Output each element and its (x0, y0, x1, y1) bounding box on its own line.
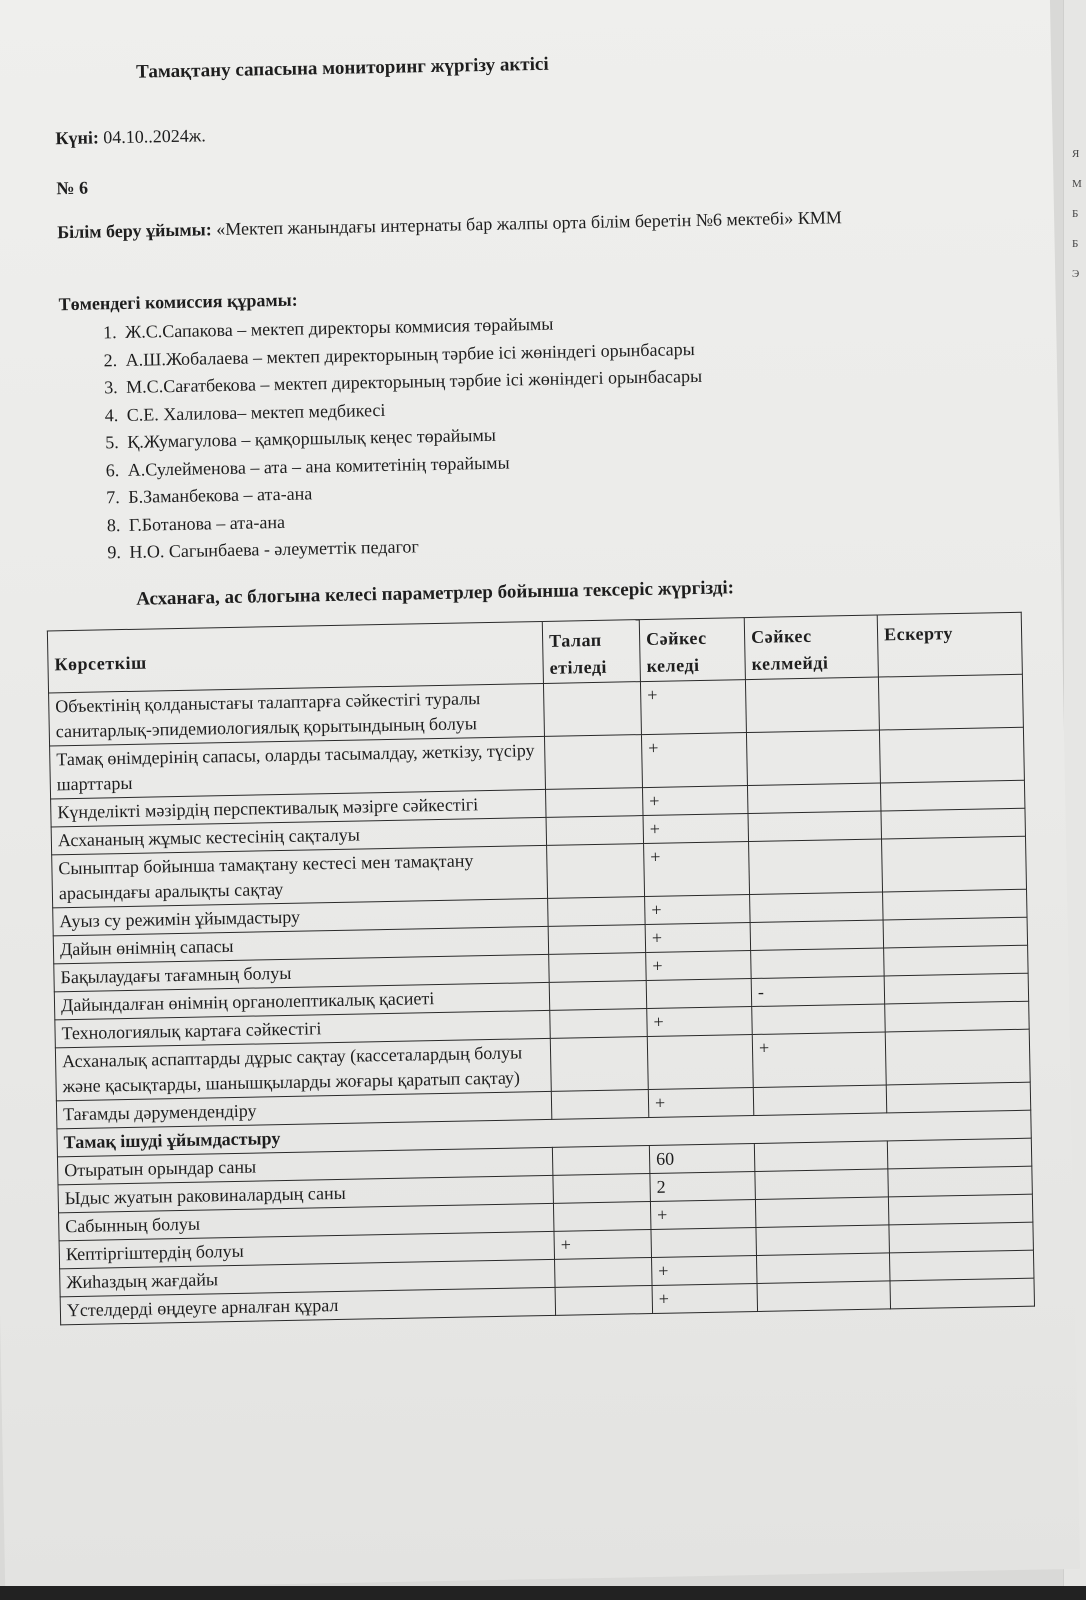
cell-required (548, 925, 646, 955)
cell-required (555, 1285, 653, 1315)
cell-non-compliant (747, 783, 881, 814)
cell-note (880, 780, 1025, 811)
cell-indicator: Дайындалған өнімнің органолептикалық қасиеті (54, 982, 549, 1019)
cell-note (888, 1166, 1033, 1197)
cell-compliant: + (645, 895, 751, 925)
cell-non-compliant (755, 1197, 889, 1228)
cell-compliant: + (650, 1199, 756, 1229)
header-note: Ескерту (877, 612, 1022, 677)
document-number: № 6 (56, 177, 89, 199)
header-non-compliant: Сәйкес келмейді (744, 615, 878, 680)
cell-compliant: + (640, 680, 746, 735)
cell-indicator: Объектінің қолданыстағы талаптарға сәйкестігі туралы санитарлық-эпидемиологиялық қорытындының болуы (49, 683, 545, 745)
member-item: 1. Ж.С.Сапакова – мектеп директоры коммисия төрайымы (121, 308, 701, 347)
cell-non-compliant (756, 1225, 890, 1256)
cell-required (549, 981, 647, 1011)
cell-note (883, 889, 1028, 920)
cell-required: + (554, 1229, 652, 1259)
cell-non-compliant: + (752, 1032, 886, 1088)
date-value: 04.10..2024ж. (103, 125, 206, 148)
cell-non-compliant (754, 1141, 888, 1172)
cell-indicator: Тағамды дәрумендендіру (56, 1091, 551, 1128)
member-item: 5. Қ.Жумагулова – қамқоршылық кеңес төрайымы (123, 418, 703, 457)
cell-required (555, 1257, 653, 1287)
date-label: Күні: (55, 127, 100, 149)
cell-note (889, 1222, 1034, 1253)
organization-label: Білім беру ұйымы: (57, 219, 212, 243)
cell-note (890, 1278, 1035, 1309)
cell-indicator: Асхананың жұмыс кестесінің сақталуы (51, 817, 546, 854)
side-glyph: Б (1072, 208, 1079, 220)
organization-line (57, 199, 937, 249)
cell-compliant: 60 (649, 1143, 755, 1173)
cell-compliant: + (642, 786, 748, 816)
cell-note (887, 1138, 1032, 1169)
cell-note (883, 917, 1028, 948)
cell-required (546, 816, 644, 846)
cell-non-compliant (745, 677, 879, 733)
cell-non-compliant (749, 839, 883, 895)
side-glyph: Э (1072, 268, 1080, 280)
cell-note (884, 973, 1029, 1004)
cell-compliant: + (647, 1007, 753, 1037)
side-glyph: Я (1072, 148, 1080, 160)
cell-required (543, 682, 641, 737)
cell-indicator: Ауыз су режимін ұйымдастыру (53, 898, 548, 935)
cell-note (879, 727, 1024, 783)
commission-title: Төмендегі комиссия құрамы: (58, 289, 298, 315)
cell-indicator: Бақылаудағы тағамның болуы (54, 954, 549, 991)
cell-note (888, 1194, 1033, 1225)
cell-indicator: Сыныптар бойынша тамақтану кестесі мен тамақтану арасындағы аралықты сақтау (52, 845, 548, 907)
cell-indicator: Технологиялық картаға сәйкестігі (55, 1010, 550, 1047)
cell-non-compliant (746, 730, 880, 786)
cell-note (889, 1250, 1034, 1281)
member-item: 4. С.Е. Халилова– мектеп медбикесі (122, 390, 702, 429)
section-title: Тамақ ішуді ұйымдастыру (57, 1110, 1031, 1157)
cell-indicator: Тамақ өнімдерінің сапасы, оларды тасымалдау, жеткізу, түсіру шарттары (50, 736, 546, 798)
cell-indicator: Асханалық аспаптарды дұрыс сақтау (кассеталардың болуы және қасықтарды, шанышқыларды жоғары қаратып сақтау) (55, 1038, 551, 1100)
cell-non-compliant (753, 1085, 887, 1116)
cell-compliant (647, 1035, 753, 1090)
cell-non-compliant (750, 892, 884, 923)
cell-non-compliant: - (751, 976, 885, 1007)
cell-indicator: Дайын өнімнің сапасы (53, 926, 548, 963)
member-item: 8. Г.Ботанова – ата-ана (125, 500, 705, 539)
side-glyph: Б (1072, 238, 1079, 250)
photo-bottom-edge (0, 1586, 1086, 1600)
member-item: 7. Б.Заманбекова – ата-ана (124, 473, 704, 512)
cell-compliant: + (652, 1255, 758, 1285)
cell-required (547, 844, 645, 899)
cell-note (881, 808, 1026, 839)
cell-required (550, 1009, 648, 1039)
cell-note (886, 1082, 1031, 1113)
cell-non-compliant (748, 811, 882, 842)
cell-indicator: Отыратын орындар саны (57, 1147, 552, 1184)
cell-required (553, 1201, 651, 1231)
cell-compliant: + (645, 923, 751, 953)
header-indicator: Көрсеткіш (47, 621, 543, 692)
cell-compliant: + (643, 814, 749, 844)
document-title: Тамақтану сапасына мониторинг жүргізу актісі (135, 53, 549, 83)
cell-required (550, 1037, 648, 1092)
cell-required (549, 953, 647, 983)
cell-required (551, 1090, 649, 1120)
cell-non-compliant (751, 948, 885, 979)
cell-compliant: 2 (650, 1171, 756, 1201)
cell-note (878, 674, 1023, 730)
cell-non-compliant (750, 920, 884, 951)
cell-non-compliant (752, 1004, 886, 1035)
cell-indicator: Күнделікті мәзірдің перспективалық мәзірге сәйкестігі (51, 789, 546, 826)
cell-non-compliant (755, 1169, 889, 1200)
inspection-table (47, 612, 1035, 1326)
cell-compliant (651, 1227, 757, 1257)
cell-compliant (646, 979, 752, 1009)
cell-non-compliant (756, 1253, 890, 1284)
cell-compliant: + (652, 1283, 758, 1313)
header-required: Талап етіледі (542, 620, 640, 684)
cell-required (545, 788, 643, 818)
cell-note (882, 836, 1027, 892)
header-compliant: Сәйкес келеді (639, 618, 745, 682)
commission-members-list (89, 308, 706, 567)
cell-indicator: Үстелдерді өңдеуге арналған құрал (60, 1287, 555, 1324)
cell-indicator: Сабынның болуы (59, 1203, 554, 1240)
member-item: 2. А.Ш.Жобалаева – мектеп директорының тәрбие ісі жөніндегі орынбасары (121, 335, 701, 374)
date-line (55, 125, 206, 149)
cell-required (552, 1146, 650, 1176)
cell-compliant: + (641, 733, 747, 788)
cell-required (553, 1174, 651, 1204)
cell-indicator: Ыдыс жуатын раковиналардың саны (58, 1175, 553, 1212)
cell-note (884, 945, 1029, 976)
cell-required (544, 735, 642, 790)
cell-note (885, 1001, 1030, 1032)
member-item: 6. А.Сулейменова – ата – ана комитетінің төрайымы (124, 445, 704, 484)
cell-required (548, 897, 646, 927)
cell-compliant: + (648, 1088, 754, 1118)
member-item: 9. Н.О. Сагынбаева - әлеуметтік педагог (125, 528, 705, 567)
cell-non-compliant (757, 1281, 891, 1312)
cell-compliant: + (646, 951, 752, 981)
table-heading: Асханаға, ас блогына келесі параметрлер бойынша тексеріс жүргізді: (136, 577, 735, 610)
side-glyph: М (1072, 178, 1082, 190)
cell-compliant: + (644, 842, 750, 897)
cell-indicator: Кептіргіштердің болуы (59, 1231, 554, 1268)
member-item: 3. М.С.Сағатбекова – мектеп директорының тәрбие ісі жөніндегі орынбасары (122, 363, 702, 402)
cell-note (885, 1029, 1030, 1085)
organization-value: «Мектеп жанындағы интернаты бар жалпы орта білім беретін №6 мектебі» КММ (216, 207, 842, 240)
cell-indicator: Жиһаздың жағдайы (60, 1259, 555, 1296)
